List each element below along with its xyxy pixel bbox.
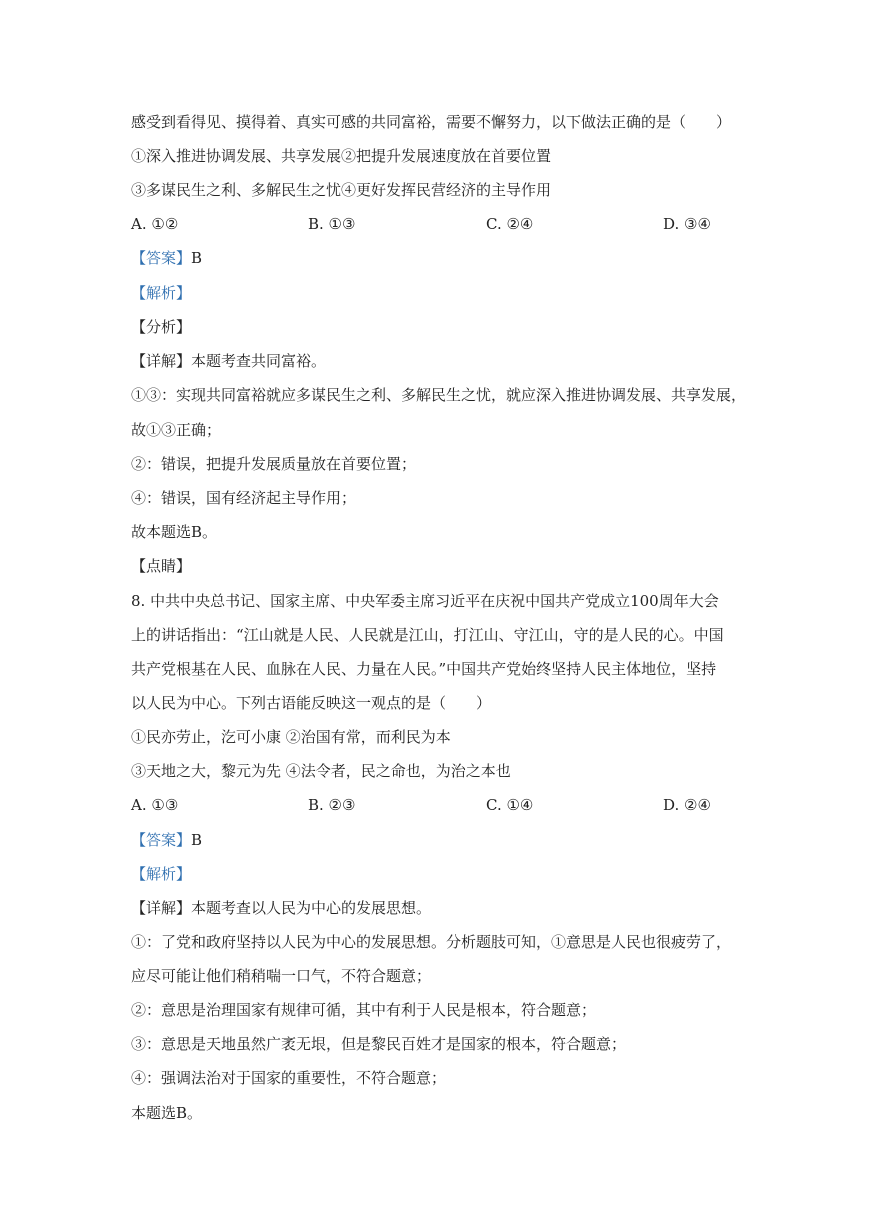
q7-dianjing-label: 【点睛】 (131, 557, 192, 575)
q7-option-b: B. ①③ (308, 215, 356, 233)
q7-statement-3-4: ③多谋民生之利、多解民生之忧④更好发挥民营经济的主导作用 (131, 181, 552, 199)
q7-answer (131, 248, 202, 268)
q8-stem-line-1: 8. 中共中央总书记、国家主席、中央军委主席习近平在庆祝中国共产党成立100周年大会 (131, 592, 719, 610)
q7-option-c: C. ②④ (486, 215, 534, 233)
q7-explain-2: ②：错误，把提升发展质量放在首要位置； (131, 455, 417, 473)
q7-detail: 【详解】本题考查共同富裕。 (131, 352, 327, 370)
q8-explain-3: ③：意思是天地虽然广袤无垠，但是黎民百姓才是国家的根本，符合题意； (131, 1035, 627, 1053)
q8-statement-3-4: ③天地之大，黎元为先 ④法令者，民之命也，为治之本也 (131, 762, 511, 780)
q7-answer-value: B (191, 249, 203, 267)
q8-answer (131, 830, 202, 850)
q7-analysis-label: 【解析】 (131, 284, 192, 302)
q8-conclusion: 本题选B。 (131, 1104, 203, 1122)
q7-statement-1-2: ①深入推进协调发展、共享发展②把提升发展速度放在首要位置 (131, 147, 552, 165)
q7-stem: 感受到看得见、摸得着、真实可感的共同富裕，需要不懈努力，以下做法正确的是（ ） (131, 113, 732, 131)
q7-option-d: D. ③④ (663, 215, 711, 233)
q7-fenxi-label: 【分析】 (131, 318, 192, 336)
q7-option-a: A. ①② (131, 215, 179, 233)
q8-option-c: C. ①④ (486, 796, 534, 814)
q8-analysis-label: 【解析】 (131, 865, 192, 883)
q7-conclusion: 故本题选B。 (131, 523, 218, 541)
q8-detail: 【详解】本题考查以人民为中心的发展思想。 (131, 899, 432, 917)
q7-explain-1-cont: 故①③正确； (131, 421, 222, 439)
q8-option-a: A. ①③ (131, 796, 179, 814)
q7-answer-label: 【答案】 (131, 249, 192, 267)
q8-explain-4: ④：强调法治对于国家的重要性，不符合题意； (131, 1069, 447, 1087)
q8-explain-1: ①：了党和政府坚持以人民为中心的发展思想。分析题肢可知，①意思是人民也很疲劳了， (131, 933, 732, 951)
q8-explain-1-cont: 应尽可能让他们稍稍喘一口气，不符合题意； (131, 967, 432, 985)
q8-option-d: D. ②④ (663, 796, 711, 814)
q7-explain-1: ①③：实现共同富裕就应多谋民生之利、多解民生之忧，就应深入推进协调发展、共享发展， (131, 386, 747, 404)
q7-explain-3: ④：错误，国有经济起主导作用； (131, 489, 357, 507)
q8-statement-1-2: ①民亦劳止，汔可小康 ②治国有常，而利民为本 (131, 728, 451, 746)
q8-option-b: B. ②③ (308, 796, 356, 814)
q8-stem-line-3: 共产党根基在人民、血脉在人民、力量在人民。”中国共产党始终坚持人民主体地位，坚持 (131, 660, 717, 678)
q8-stem-line-4: 以人民为中心。下列古语能反映这一观点的是（ ） (131, 694, 492, 712)
q8-answer-label: 【答案】 (131, 831, 192, 849)
q8-answer-value: B (191, 831, 203, 849)
q8-stem-line-2: 上的讲话指出：“江山就是人民、人民就是江山，打江山、守江山，守的是人民的心。中国 (131, 626, 724, 644)
q8-explain-2: ②：意思是治理国家有规律可循，其中有利于人民是根本，符合题意； (131, 1001, 597, 1019)
